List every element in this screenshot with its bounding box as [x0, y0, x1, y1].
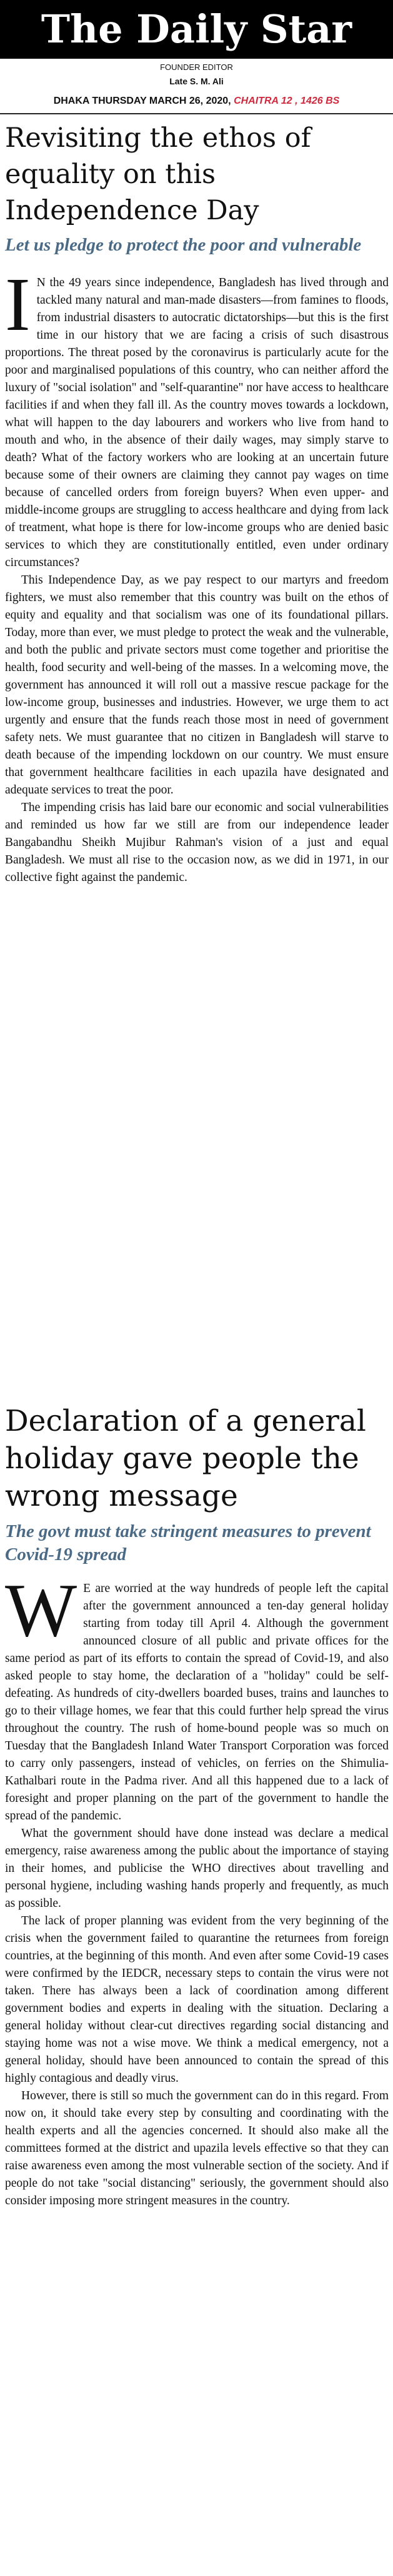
editorial-general-holiday [5, 1403, 389, 2210]
masthead [0, 0, 393, 59]
editorial-headline: Declaration of a general holiday gave people the wrong message [5, 1404, 366, 1513]
body-paragraph: However, there is still so much the government can do in this regard. From now on, it should take every step by consulting and coordinating with the health experts and all the agencies concerned. It should also make all the committees formed at the district and upazila levels effective so that they can raise awareness even among the most vulnerable section of the society. And if people do not take "social distancing" seriously, the government should also consider imposing more stringent measures in the country. [5, 2089, 389, 2207]
editorial-body [5, 1568, 389, 2210]
place-date: DHAKA THURSDAY MARCH 26, 2020, [53, 96, 231, 106]
lead-text: E are worried at the way hundreds of people left the capital after the government announced a ten-day general holiday starting from today till April 4. Although the government announced closure of all public and private offices for the same period as part of its efforts to contain the spread of Covid-19, and also asked people to stay home, the declaration of a "holiday" could be self-defeating. As hundreds of city-dwellers boarded buses, trains and launches to go to their village homes, we fear that this could further help spread the virus throughout the country. The rush of home-bound people was so much on Tuesday that the Bangladesh Inland Water Transport Corporation was forced to carry only passengers, instead of vehicles, on ferries on the Shimulia-Kathalbari route in the Padma river. And all this happened due to a lack of foresight and proper planning on the part of the government to handle the spread of the pandemic. [5, 1582, 389, 1823]
body-paragraph: The lack of proper planning was evident from the very beginning of the crisis when the government failed to quarantine the returnees from foreign countries, at the beginning of this month. And even after some Covid-19 cases were confirmed by the IEDCR, necessary steps to contain the virus were not taken. There has always been a lack of coordination among different government bodies and experts in dealing with the situation. Declaring a general holiday without clear-cut directives regarding social distancing and staying home was not a wise move. We think a medical emergency, not a general holiday, should have been announced to contain the spread of this highly contagious and deadly virus. [5, 1914, 389, 2085]
lead-text: N the 49 years since independence, Bangladesh has lived through and tackled many natural and man-made disasters—from famines to floods, from industrial disasters to autocratic dictatorships—but this is the first time in our history that we are facing a crisis of such disastrous proportions. The threat posed by the coronavirus is particularly acute for the poor and marginalised populations of this country, who can neither afford the luxury of "social isolation" and "self-quarantine" nor have access to healthcare facilities if and when they fall ill. As the country moves towards a lockdown, what will happen to the day labourers and workers who live from hand to mouth and who, in the absence of their daily wages, may simply starve to death? What of the factory workers who are looking at an uncertain future because some of their owners are claiming they cannot pay wages on time because of cancelled orders from foreign buyers? When even upper- and middle-income groups are struggling to access healthcare and dying from lack of treatment, what hope is there for low-income groups who are denied basic services to which they are constitutionally entitled, even under ordinary circumstances? [5, 276, 389, 569]
lead-paragraph [5, 262, 389, 572]
masthead-divider [0, 113, 393, 114]
body-paragraph: What the government should have done instead was declare a medical emergency, raise awareness among the public about the importance of staying in their homes, and publicise the WHO directives about travelling and personal hygiene, including washing hands properly and frequently, as much as possible. [5, 1827, 389, 1910]
masthead-logo: The Daily Star [41, 6, 352, 52]
body-paragraph: This Independence Day, as we pay respect to our martyrs and freedom fighters, we must also remember that this country was built on the ethos of equity and equality and that socialism was one of its foundational pillars. Today, more than ever, we must pledge to protect the weak and the vulnerable, and both the public and private sectors must come together and prioritise the health, food security and well-being of the masses. In a welcoming move, the government has announced it will roll out a massive rescue package for the low-income group, businesses and industries. However, we urge them to act urgently and ensure that the funds reach those most in need of government safety nets. We must guarantee that no citizen in Bangladesh will starve to death because of the impending lockdown on our country. We must ensure that government healthcare facilities in each upazila have designated and adequate services to treat the poor. [5, 574, 389, 797]
founder-editor-label: FOUNDER EDITOR [160, 62, 233, 72]
lead-paragraph [5, 1568, 389, 1825]
drop-cap: W [5, 1568, 77, 1653]
drop-cap: I [5, 262, 31, 347]
body-paragraph: The impending crisis has laid bare our economic and social vulnerabilities and reminded us how far we still are from our independence leader Bangabandhu Sheikh Mujibur Rahman's vision of a just and equal Bangladesh. We must all rise to the occasion now, as we did in 1971, in our collective fight against the pandemic. [5, 801, 389, 884]
editorial-independence-day [5, 120, 389, 887]
editorial-deck: The govt must take stringent measures to prevent Covid-19 spread [5, 1521, 371, 1564]
dateline [0, 96, 393, 107]
bangla-date: CHAITRA 12 , 1426 BS [234, 96, 340, 106]
editorial-headline: Revisiting the ethos of equality on this Independence Day [5, 122, 311, 226]
editorial-deck: Let us pledge to protect the poor and vulnerable [5, 235, 362, 255]
editorial-body [5, 262, 389, 887]
founder-editor-name: Late S. M. Ali [169, 76, 224, 86]
